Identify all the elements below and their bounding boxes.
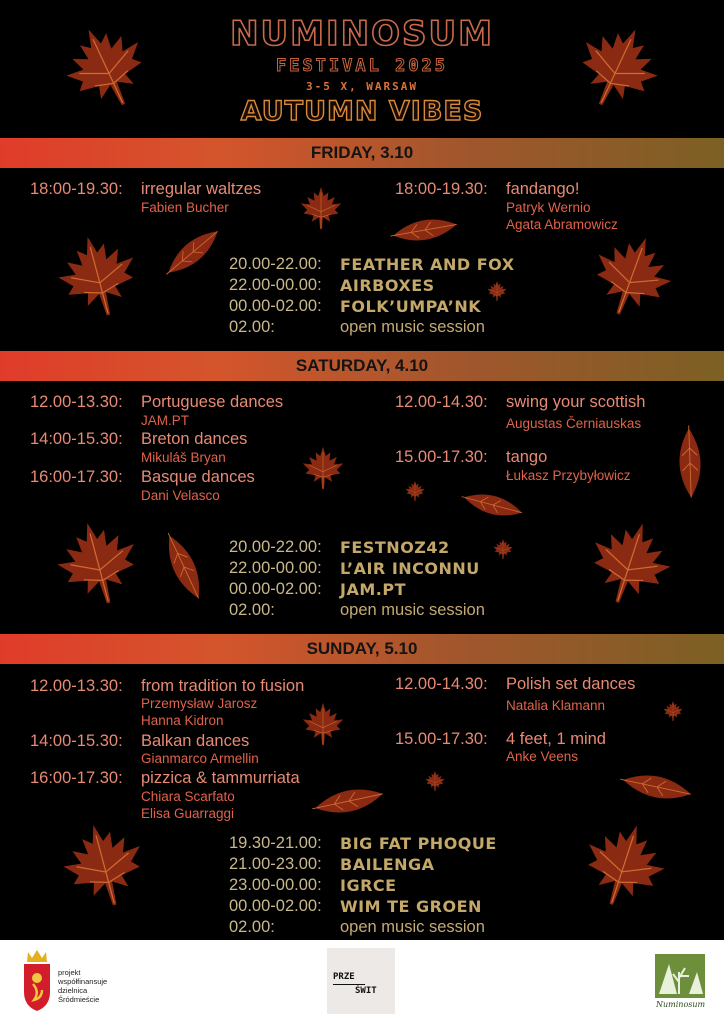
workshop-teacher: Fabien Bucher bbox=[141, 200, 229, 215]
workshop-teacher: Hanna Kidron bbox=[141, 713, 224, 728]
cofinance-line: Śródmieście bbox=[58, 995, 100, 1004]
session-name: open music session bbox=[340, 601, 485, 619]
festival-tagline: AUTUMN VIBES bbox=[240, 96, 484, 127]
workshop-time: 14:00-15.30: bbox=[30, 732, 123, 750]
oval-leaf-icon bbox=[386, 210, 464, 250]
workshop-time: 12.00-13.30: bbox=[30, 393, 123, 411]
concert-time: 21.00-23.00: bbox=[229, 855, 322, 873]
concert-time: 00.00-02.00: bbox=[229, 297, 322, 315]
maple-leaf-icon bbox=[40, 221, 156, 331]
maple-leaf-icon bbox=[492, 538, 514, 560]
workshop-time: 12.00-14.30: bbox=[395, 393, 488, 411]
day-label: SUNDAY, 5.10 bbox=[306, 639, 418, 658]
workshop-time: 16:00-17.30: bbox=[30, 769, 123, 787]
workshop-title: fandango! bbox=[506, 180, 580, 198]
workshop-title: Portuguese dances bbox=[141, 393, 284, 411]
workshop-teacher: Anke Veens bbox=[506, 749, 579, 764]
oval-leaf-icon bbox=[157, 219, 229, 285]
concert-name: IGRCE bbox=[340, 876, 397, 895]
session-name: open music session bbox=[340, 318, 485, 336]
concert-time: 23.00-00.00: bbox=[229, 876, 322, 894]
sponsor-footer bbox=[0, 940, 724, 1024]
workshop-teacher: Patryk Wernio bbox=[506, 200, 591, 215]
workshop-teacher: Łukasz Przybyłowicz bbox=[506, 468, 631, 483]
przeswit-logo-line: ŚWIT bbox=[355, 986, 377, 996]
concert-time: 22.00-00.00: bbox=[229, 276, 322, 294]
cofinance-line: dzielnica bbox=[58, 986, 88, 995]
warsaw-crest-icon bbox=[20, 948, 54, 1012]
concert-name: BIG FAT PHOQUE bbox=[340, 834, 497, 853]
workshop-title: tango bbox=[506, 448, 548, 466]
oval-leaf-icon bbox=[456, 483, 530, 526]
numinosum-tree-icon bbox=[655, 954, 705, 998]
concert-time: 02.00: bbox=[229, 918, 275, 936]
day-label: SATURDAY, 4.10 bbox=[295, 356, 429, 375]
cofinance-note bbox=[58, 968, 128, 1004]
maple-leaf-icon bbox=[40, 507, 156, 619]
concert-time: 00.00-02.00: bbox=[229, 580, 322, 598]
concert-time: 00.00-02.00: bbox=[229, 897, 322, 915]
przeswit-logo bbox=[327, 948, 395, 1014]
oval-leaf-icon bbox=[302, 777, 396, 825]
workshop-time: 18:00-19.30: bbox=[30, 180, 123, 198]
workshop-title: irregular waltzes bbox=[141, 180, 262, 198]
workshop-teacher: Natalia Klamann bbox=[506, 698, 606, 713]
workshop-teacher: Agata Abramowicz bbox=[506, 217, 618, 232]
workshop-title: Polish set dances bbox=[506, 675, 636, 693]
concert-name: AIRBOXES bbox=[340, 276, 435, 295]
workshop-time: 14:00-15.30: bbox=[30, 430, 123, 448]
day-label: FRIDAY, 3.10 bbox=[310, 143, 414, 162]
concert-name: L’AIR INCONNU bbox=[340, 559, 480, 578]
maple-leaf-icon bbox=[662, 700, 684, 722]
concert-time: 02.00: bbox=[229, 318, 275, 336]
festival-subtitle: FESTIVAL 2025 bbox=[275, 56, 449, 76]
concert-time: 20.00-22.00: bbox=[229, 538, 322, 556]
cofinance-line: współfinansuje bbox=[58, 977, 108, 986]
maple-leaf-icon bbox=[300, 444, 346, 492]
concert-name: FEATHER AND FOX bbox=[340, 255, 515, 274]
maple-leaf-icon bbox=[46, 809, 162, 921]
festival-dates: 3-5 X, WARSAW bbox=[305, 80, 419, 93]
day-band-saturday bbox=[0, 351, 724, 381]
workshop-time: 15.00-17.30: bbox=[395, 730, 488, 748]
workshop-teacher: Przemysław Jarosz bbox=[141, 696, 258, 711]
workshop-title: swing your scottish bbox=[506, 393, 646, 411]
workshop-title: 4 feet, 1 mind bbox=[506, 730, 606, 748]
workshop-time: 16:00-17.30: bbox=[30, 468, 123, 486]
workshop-teacher: Elisa Guarraggi bbox=[141, 806, 235, 821]
workshop-title: pizzica & tammurriata bbox=[141, 769, 300, 787]
workshop-time: 15.00-17.30: bbox=[395, 448, 488, 466]
workshop-teacher: Chiara Scarfato bbox=[141, 789, 235, 804]
workshop-teacher: Gianmarco Armellin bbox=[141, 751, 259, 766]
workshop-teacher: JAM.PT bbox=[141, 413, 190, 428]
workshop-teacher: Augustas Černiauskas bbox=[506, 416, 642, 431]
workshop-title: Breton dances bbox=[141, 430, 248, 448]
workshop-title: Balkan dances bbox=[141, 732, 250, 750]
oval-leaf-icon bbox=[612, 763, 702, 810]
oval-leaf-icon bbox=[674, 421, 707, 506]
maple-leaf-icon bbox=[404, 480, 426, 502]
cofinance-line: projekt bbox=[58, 968, 81, 977]
festival-title: NUMINOSUM bbox=[230, 14, 494, 54]
maple-leaf-icon bbox=[300, 700, 346, 748]
session-name: open music session bbox=[340, 918, 485, 936]
maple-leaf-icon bbox=[424, 770, 446, 792]
maple-leaf-icon bbox=[570, 505, 689, 620]
workshop-teacher: Dani Velasco bbox=[141, 488, 220, 503]
workshop-title: Basque dances bbox=[141, 468, 255, 486]
concert-name: WIM TE GROEN bbox=[340, 897, 482, 916]
workshop-title: from tradition to fusion bbox=[141, 677, 305, 695]
concert-name: BAILENGA bbox=[340, 855, 435, 874]
oval-leaf-icon bbox=[154, 524, 215, 609]
maple-leaf-icon bbox=[564, 807, 683, 922]
workshop-time: 12.00-13.30: bbox=[30, 677, 123, 695]
day-band-sunday bbox=[0, 634, 724, 664]
maple-leaf-icon bbox=[486, 280, 508, 302]
concert-name: FESTNOZ42 bbox=[340, 538, 450, 557]
maple-leaf-icon bbox=[572, 218, 692, 334]
workshop-teacher: Mikuláš Bryan bbox=[141, 450, 226, 465]
przeswit-logo-rule bbox=[333, 984, 365, 985]
concert-time: 22.00-00.00: bbox=[229, 559, 322, 577]
concert-name: JAM.PT bbox=[340, 580, 406, 599]
concert-time: 19.30-21.00: bbox=[229, 834, 322, 852]
numinosum-logo-text: Numinosum bbox=[656, 1000, 706, 1009]
workshop-time: 18:00-19.30: bbox=[395, 180, 488, 198]
maple-leaf-icon bbox=[298, 183, 344, 233]
concert-time: 20.00-22.00: bbox=[229, 255, 322, 273]
concert-time: 02.00: bbox=[229, 601, 275, 619]
workshop-time: 12.00-14.30: bbox=[395, 675, 488, 693]
concert-name: FOLK’UMPA’NK bbox=[340, 297, 482, 316]
day-band-friday bbox=[0, 138, 724, 168]
przeswit-logo-line: PRZE bbox=[333, 972, 355, 982]
